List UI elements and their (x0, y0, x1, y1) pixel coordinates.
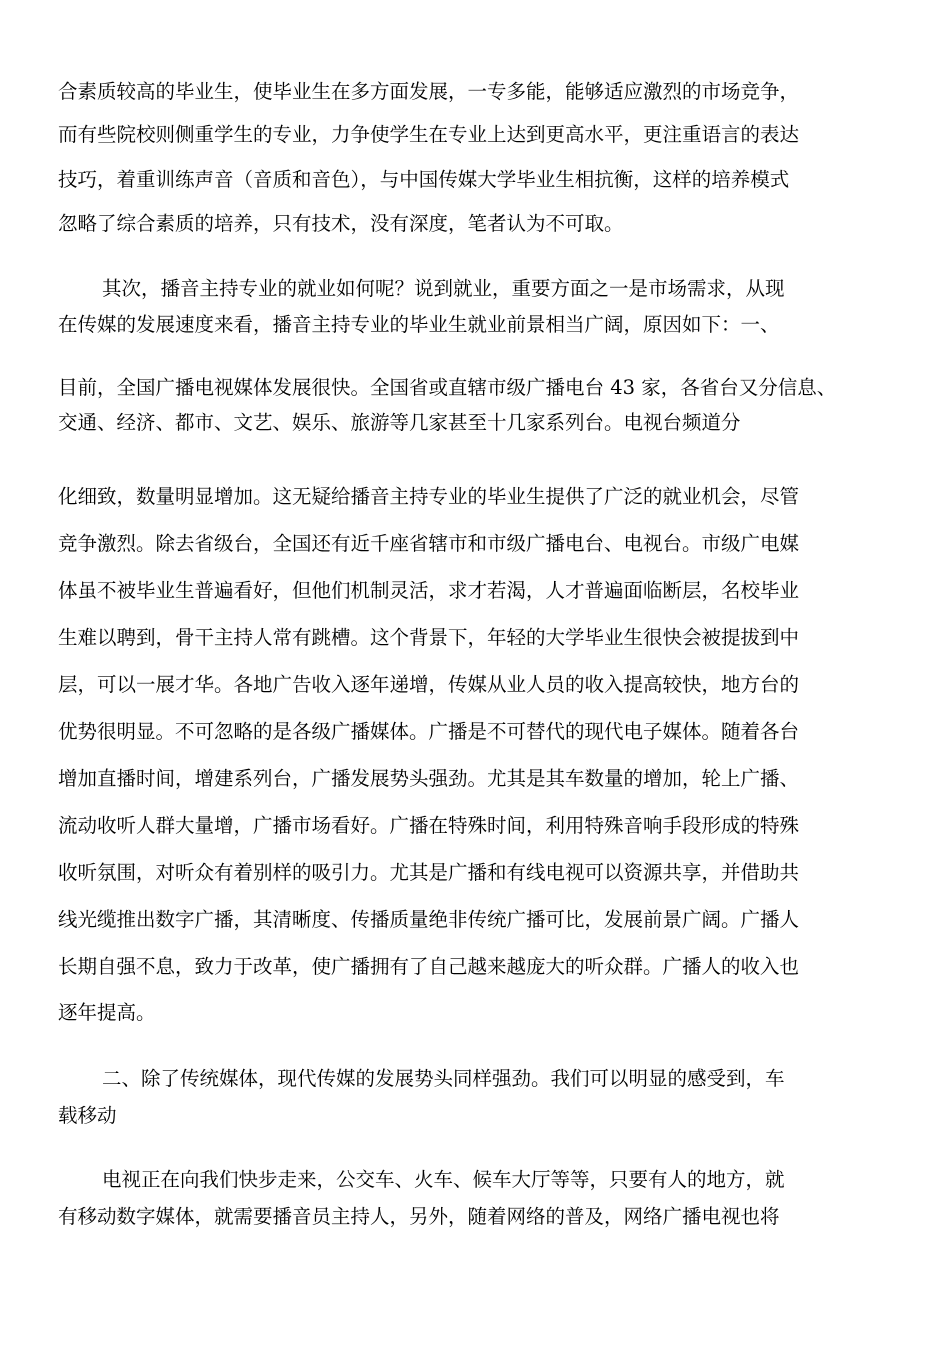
text-line: 在传媒的发展速度来看，播音主持专业的毕业生就业前景相当广阔，原因如下：一、 (58, 313, 780, 336)
text-line: 忽略了综合素质的培养，只有技术，没有深度，笔者认为不可取。 (58, 212, 624, 235)
text-line: 技巧，着重训练声音（音质和音色），与中国传媒大学毕业生相抗衡，这样的培养模式 (58, 168, 790, 191)
text-line: 逐年提高。 (58, 1001, 156, 1024)
text-line: 长期自强不息，致力于改革，使广播拥有了自己越来越庞大的听众群。广播人的收入也 (58, 955, 800, 978)
text-line: 有移动数字媒体，就需要播音员主持人，另外，随着网络的普及，网络广播电视也将 (58, 1205, 780, 1228)
text-line: 交通、经济、都市、文艺、娱乐、旅游等几家甚至十几家系列台。电视台频道分 (58, 411, 741, 434)
text-line: 二、除了传统媒体，现代传媒的发展势头同样强劲。我们可以明显的感受到，车 (102, 1067, 785, 1090)
text-line: 生难以聘到，骨干主持人常有跳槽。这个背景下，年轻的大学毕业生很快会被提拔到中 (58, 626, 800, 649)
text-line: 增加直播时间，增建系列台，广播发展势头强劲。尤其是其车数量的增加，轮上广播、 (58, 767, 800, 790)
text-line: 线光缆推出数字广播，其清晰度、传播质量绝非传统广播可比，发展前景广阔。广播人 (58, 908, 800, 931)
text-line: 体虽不被毕业生普遍看好，但他们机制灵活，求才若渴，人才普遍面临断层，名校毕业 (58, 579, 800, 602)
text-line: 优势很明显。不可忽略的是各级广播媒体。广播是不可替代的现代电子媒体。随着各台 (58, 720, 800, 743)
text-line: 竞争激烈。除去省级台，全国还有近千座省辖市和市级广播电台、电视台。市级广电媒 (58, 532, 800, 555)
text-line: 层，可以一展才华。各地广告收入逐年递增，传媒从业人员的收入提高较快，地方台的 (58, 673, 800, 696)
text-line: 流动收听人群大量增，广播市场看好。广播在特殊时间，利用特殊音响手段形成的特殊 (58, 814, 800, 837)
text-line: 化细致，数量明显增加。这无疑给播音主持专业的毕业生提供了广泛的就业机会，尽管 (58, 485, 800, 508)
text-line: 收听氛围，对听众有着别样的吸引力。尤其是广播和有线电视可以资源共享，并借助共 (58, 861, 800, 884)
text-line: 而有些院校则侧重学生的专业，力争使学生在专业上达到更高水平，更注重语言的表达 (58, 123, 800, 146)
text-line: 目前，全国广播电视媒体发展很快。全国省或直辖市级广播电台 43 家，各省台又分信息、 (58, 376, 837, 399)
text-line: 载移动 (58, 1104, 117, 1127)
text-line: 合素质较高的毕业生，使毕业生在多方面发展，一专多能，能够适应激烈的市场竞争， (58, 80, 800, 103)
text-line: 其次，播音主持专业的就业如何呢？说到就业，重要方面之一是市场需求，从现 (102, 277, 785, 300)
text-line: 电视正在向我们快步走来，公交车、火车、候车大厅等等，只要有人的地方，就 (102, 1168, 785, 1191)
